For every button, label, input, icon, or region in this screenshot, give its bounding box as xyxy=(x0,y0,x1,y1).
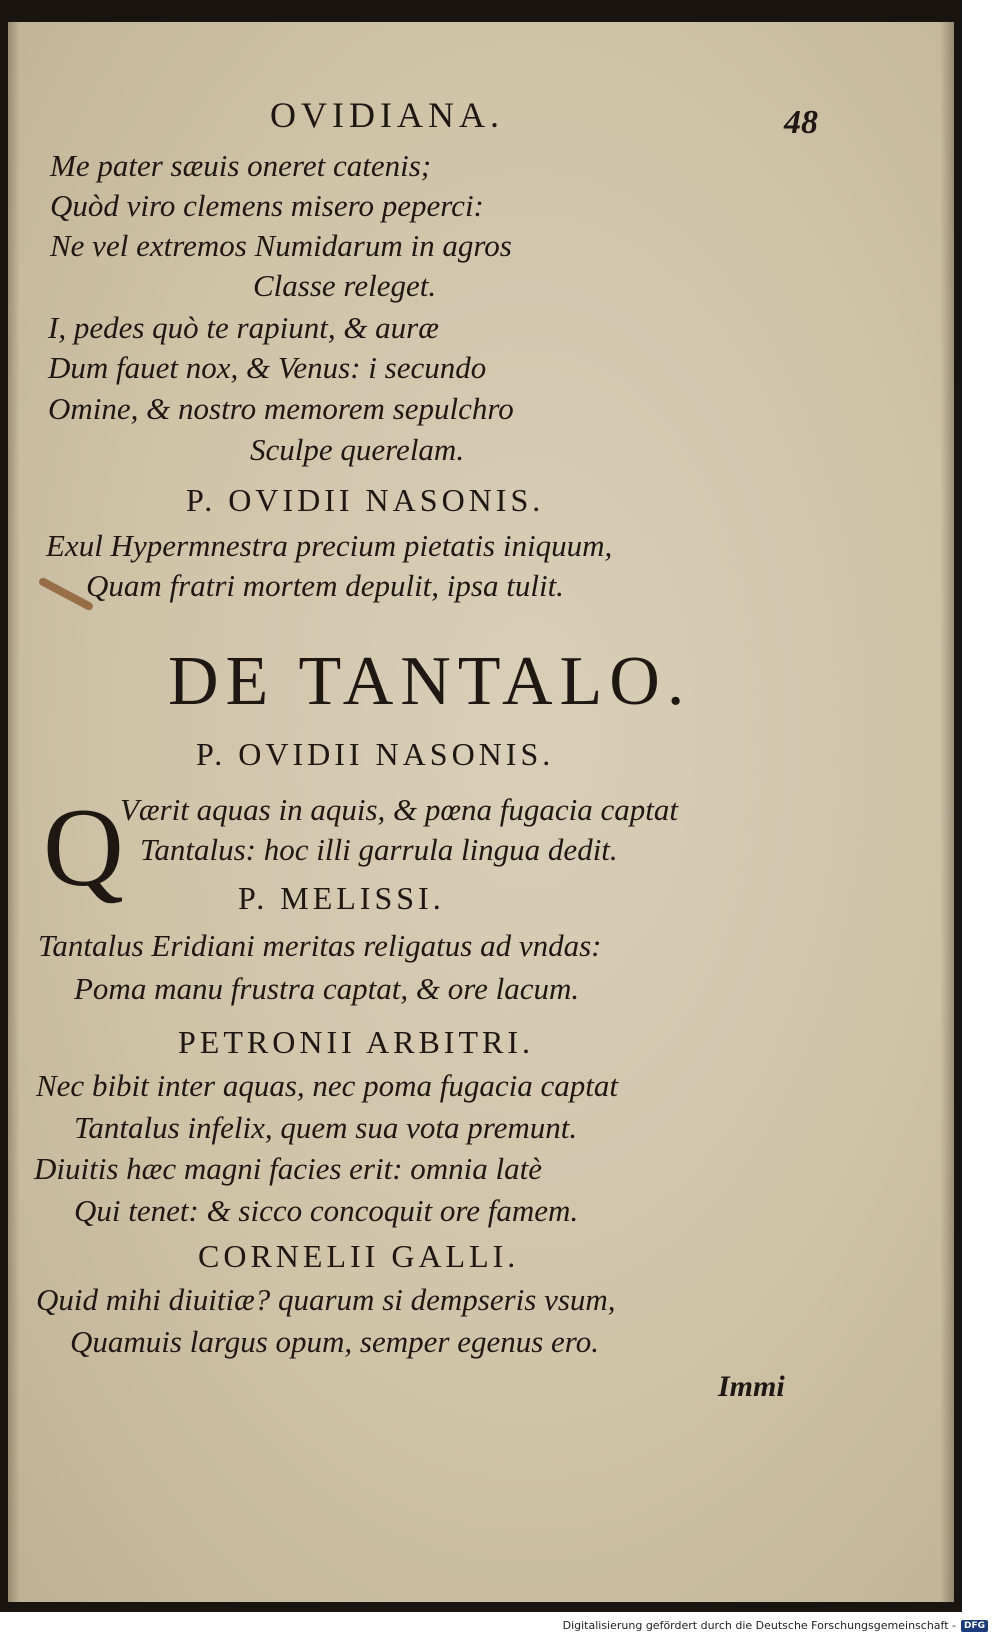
gutter-shadow xyxy=(8,22,20,1602)
verse-line: Quòd viro clemens misero peperci: xyxy=(50,188,484,223)
verse-line: Poma manu frustra captat, & ore lacum. xyxy=(74,971,580,1006)
verse-line: Classe releget. xyxy=(253,268,437,303)
footer-text: Digitalisierung gefördert durch die Deutsche Forschungsgemeinschaft - xyxy=(562,1619,956,1632)
verse-line: Quid mihi diuitiæ? quarum si dempseris vsum, xyxy=(36,1282,616,1317)
dfg-logo: DFG xyxy=(961,1620,988,1632)
author-heading: P. OVIDII NASONIS. xyxy=(196,736,555,772)
verse-line: Dum fauet nox, & Venus: i secundo xyxy=(48,350,487,385)
catchword: Immi xyxy=(718,1370,785,1403)
book-page xyxy=(8,22,954,1602)
verse-line: I, pedes quò te rapiunt, & auræ xyxy=(48,310,439,345)
author-heading: CORNELII GALLI. xyxy=(198,1238,520,1274)
verse-line: Sculpe querelam. xyxy=(250,432,465,467)
drop-capital: Q xyxy=(43,786,124,910)
verse-line: Quamuis largus opum, semper egenus ero. xyxy=(70,1324,599,1359)
verse-line: Tantalus: hoc illi garrula lingua dedit. xyxy=(140,832,618,867)
verse-line: Qui tenet: & sicco concoquit ore famem. xyxy=(74,1193,579,1228)
verse-line: Ne vel extremos Numidarum in agros xyxy=(50,228,512,263)
verse-line: Exul Hypermnestra precium pietatis iniquum, xyxy=(46,528,613,563)
footer-credit xyxy=(563,1619,988,1632)
running-head: OVIDIANA. xyxy=(270,95,504,135)
verse-line: Me pater sæuis oneret catenis; xyxy=(50,148,432,183)
verse-line: Tantalus Eridiani meritas religatus ad vndas: xyxy=(38,928,602,963)
verse-line: Værit aquas in aquis, & pœna fugacia captat xyxy=(120,792,679,827)
verse-line: Tantalus infelix, quem sua vota premunt. xyxy=(74,1110,578,1145)
page-edge-shadow xyxy=(940,22,954,1602)
verse-line: Nec bibit inter aquas, nec poma fugacia captat xyxy=(36,1068,619,1103)
page-number: 48 xyxy=(784,104,818,141)
author-heading: P. OVIDII NASONIS. xyxy=(186,482,545,518)
verse-line: Omine, & nostro memorem sepulchro xyxy=(48,391,514,426)
author-heading: P. MELISSI. xyxy=(238,880,445,916)
verse-line: Diuitis hæc magni facies erit: omnia latè xyxy=(34,1151,543,1186)
verse-line: Quam fratri mortem depulit, ipsa tulit. xyxy=(86,568,564,603)
section-title: DE TANTALO. xyxy=(168,643,692,720)
author-heading: PETRONII ARBITRI. xyxy=(178,1024,534,1060)
